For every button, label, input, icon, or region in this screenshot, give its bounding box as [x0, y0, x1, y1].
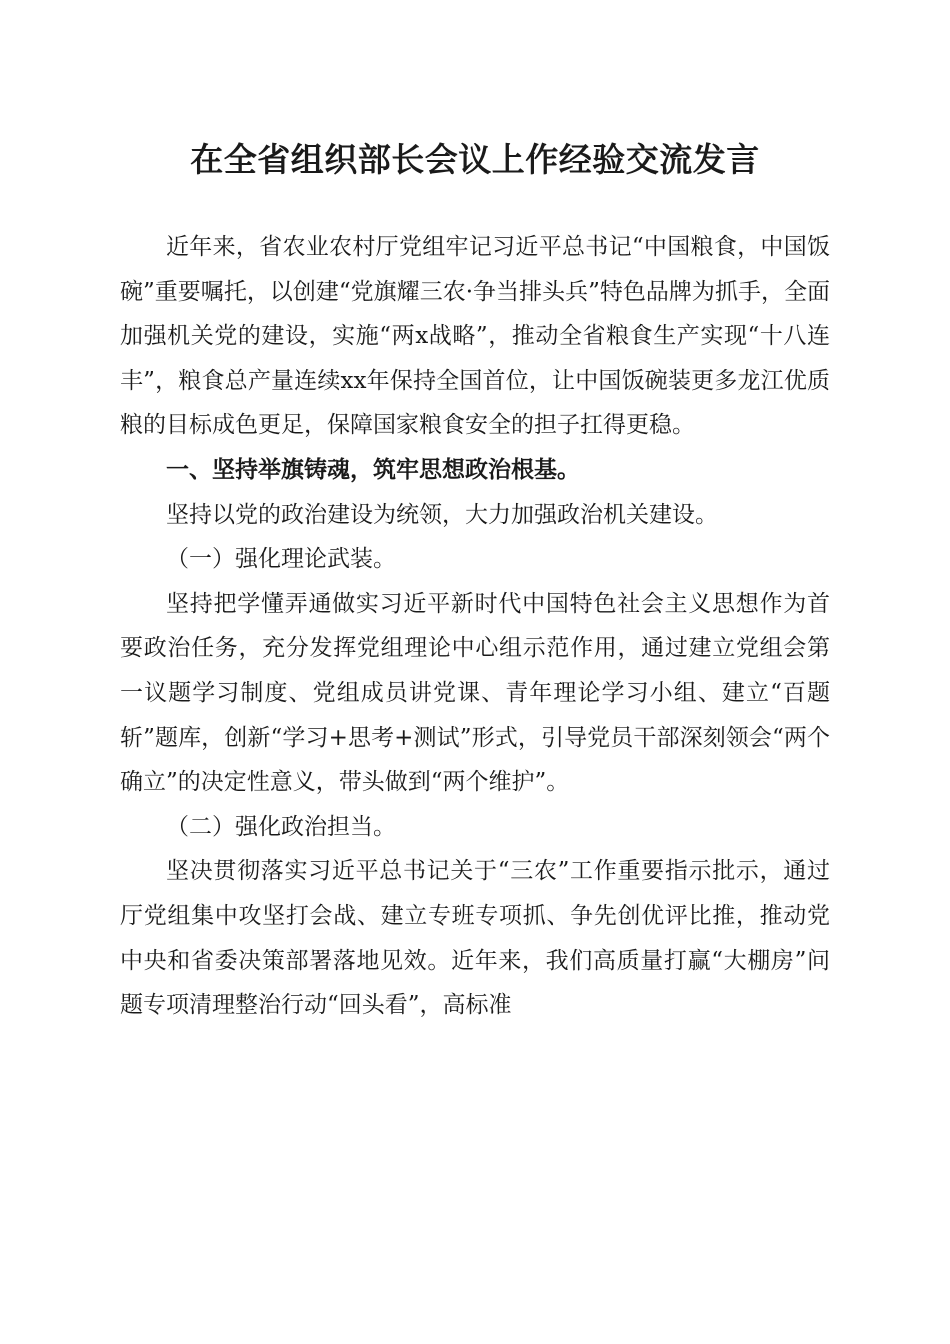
document-body — [120, 225, 830, 1028]
section-1-summary: 坚持以党的政治建设为统领，大力加强政治机关建设。 — [166, 501, 718, 528]
subsection-1-paragraph: 坚持把学懂弄通做实习近平新时代中国特色社会主义思想作为首要政治任务，充分发挥党组理论中心组示范作用，通过建立党组会第一议题学习制度、党组成员讲党课、青年理论学习小组、建立“百题斩”题库，创新“学习+思考+测试”形式，引导党员干部深刻领会“两个确立”的决定性意义，带头做到“两个维护”。 — [120, 590, 830, 796]
subsection-2-paragraph: 坚决贯彻落实习近平总书记关于“三农”工作重要指示批示，通过厅党组集中攻坚打会战、建立专班专项抓、争先创优评比推，推动党中央和省委决策部署落地见效。近年来，我们高质量打赢“大棚房”问题专项清理整治行动“回头看”，高标准 — [120, 858, 830, 1019]
section-heading-1: 一、坚持举旗铸魂，筑牢思想政治根基。 — [166, 456, 580, 483]
intro-paragraph: 近年来，省农业农村厅党组牢记习近平总书记“中国粮食，中国饭碗”重要嘱托，以创建“党旗耀三农·争当排头兵”特色品牌为抓手，全面加强机关党的建设，实施“两x战略”，推动全省粮食生产实现“十八连丰”，粮食总产量连续xx年保持全国首位，让中国饭碗装更多龙江优质粮的目标成色更足，保障国家粮食安全的担子扛得更稳。 — [120, 234, 830, 439]
subsection-heading-2: （二）强化政治担当。 — [166, 813, 396, 840]
subsection-heading-1: （一）强化理论武装。 — [166, 546, 396, 573]
document-title: 在全省组织部长会议上作经验交流发言 — [190, 140, 760, 179]
